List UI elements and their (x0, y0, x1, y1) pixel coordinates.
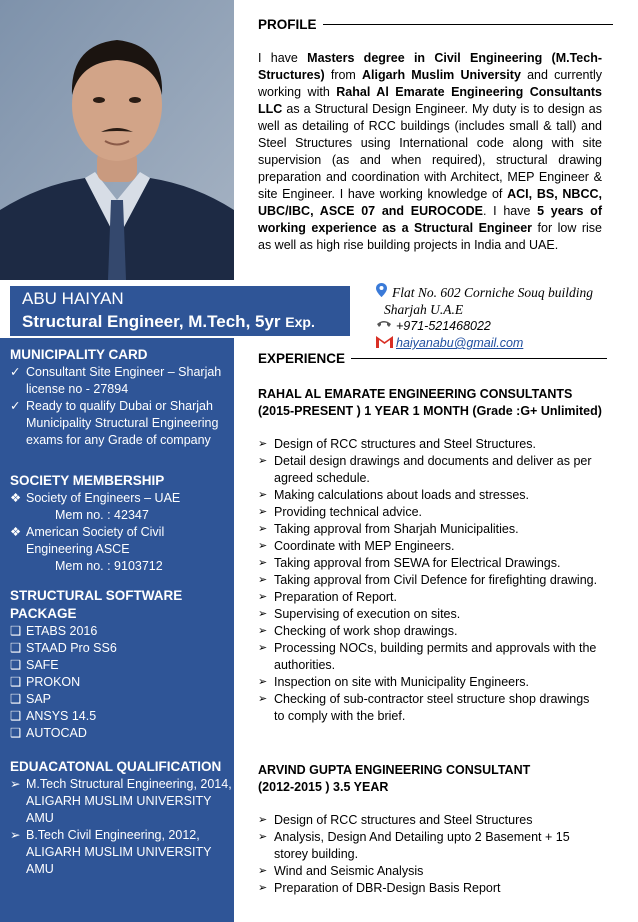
email-row (376, 335, 593, 352)
arrow-bullet-icon: ➢ (258, 642, 268, 654)
checkbox-icon: ❑ (10, 709, 22, 723)
arrow-bullet-icon: ➢ (258, 557, 268, 569)
phone-row (376, 318, 593, 335)
list-item: ➢ Preparation of Report. (258, 590, 397, 604)
experience-heading: EXPERIENCE (258, 351, 607, 366)
list-item: ❑ ANSYS 14.5 (10, 709, 97, 723)
list-item: ➢ Supervising of execution on sites. (258, 607, 461, 621)
list-item: ➢ M.Tech Structural Engineering, 2014, ALIGARH MUSLIM UNIVERSITY AMU (10, 777, 232, 825)
checkbox-icon: ❑ (10, 658, 22, 672)
contact-block (376, 283, 593, 352)
gmail-icon (376, 335, 396, 352)
checkbox-icon: ❑ (10, 675, 22, 689)
checkbox-icon: ❑ (10, 641, 22, 655)
list-item: ➢ Design of RCC structures and Steel Structures. (258, 437, 536, 451)
list-item: ❑ SAP (10, 692, 52, 706)
job-2-company: ARVIND GUPTA ENGINEERING CONSULTANT (258, 763, 531, 777)
location-pin-icon (376, 283, 392, 301)
phone-number: +971-521468022 (396, 319, 491, 333)
arrow-bullet-icon: ➢ (10, 828, 21, 842)
arrow-bullet-icon: ➢ (258, 625, 268, 637)
address-row (376, 283, 593, 301)
list-item: ❑ ETABS 2016 (10, 624, 98, 638)
list-item: ❑ AUTOCAD (10, 726, 87, 740)
person-name: ABU HAIYAN (22, 289, 124, 308)
list-item: ➢ Design of RCC structures and Steel Structures (258, 813, 533, 827)
education-section (10, 758, 232, 878)
arrow-bullet-icon: ➢ (258, 676, 268, 688)
arrow-bullet-icon: ➢ (258, 693, 268, 705)
arrow-bullet-icon: ➢ (258, 608, 268, 620)
checkbox-icon: ❑ (10, 726, 22, 740)
list-item: ✓ Ready to qualify Dubai or Sharjah Municipality Structural Engineering exams for any Grade of company (10, 399, 219, 447)
municipality-heading: MUNICIPALITY CARD (10, 347, 148, 362)
arrow-bullet-icon: ➢ (258, 574, 268, 586)
arrow-bullet-icon: ➢ (258, 865, 268, 877)
list-item: ➢ Preparation of DBR-Design Basis Report (258, 881, 501, 895)
arrow-bullet-icon: ➢ (258, 882, 268, 894)
list-item: ➢ Detail design drawings and documents and deliver as per agreed schedule. (258, 454, 592, 485)
list-item: ➢ Checking of work shop drawings. (258, 624, 458, 638)
arrow-bullet-icon: ➢ (10, 777, 21, 791)
list-item: ✓ Consultant Site Engineer – Sharjah license no - 27894 (10, 365, 222, 396)
arrow-bullet-icon: ➢ (258, 523, 268, 535)
check-icon: ✓ (10, 365, 21, 379)
checkbox-icon: ❑ (10, 624, 22, 638)
list-item: ➢ Providing technical advice. (258, 505, 422, 519)
job-2 (258, 762, 602, 897)
list-item: ➢ Coordinate with MEP Engineers. (258, 539, 455, 553)
arrow-bullet-icon: ➢ (258, 438, 268, 450)
society-heading: SOCIETY MEMBERSHIP (10, 473, 165, 488)
list-item: ➢ Analysis, Design And Detailing upto 2 Basement + 15 storey building. (258, 830, 570, 861)
membership-number: Mem no. : 42347 (55, 508, 149, 522)
list-item: ➢ Taking approval from Civil Defence for firefighting drawing. (258, 573, 598, 587)
arrow-bullet-icon: ➢ (258, 540, 268, 552)
municipality-section (10, 346, 232, 449)
arrow-bullet-icon: ➢ (258, 506, 268, 518)
email-link[interactable]: haiyanabu@gmail.com (396, 336, 524, 350)
list-item: ❑ STAAD Pro SS6 (10, 641, 117, 655)
list-item: ❖ American Society of Civil Engineering ASCE (10, 525, 165, 556)
arrow-bullet-icon: ➢ (258, 591, 268, 603)
job-2-period: (2012-2015 ) 3.5 YEAR (258, 780, 389, 794)
job-1-period: (2015-PRESENT ) 1 YEAR 1 MONTH (Grade :G+ Unlimited) (258, 404, 602, 418)
job-2-duties (258, 812, 602, 897)
membership-number: Mem no. : 9103712 (55, 559, 163, 573)
list-item: ❖ Society of Engineers – UAE (10, 491, 181, 505)
list-item: ➢ Taking approval from SEWA for Electrical Drawings. (258, 556, 561, 570)
arrow-bullet-icon: ➢ (258, 455, 268, 467)
checkbox-icon: ❑ (10, 692, 22, 706)
profile-text: I have Masters degree in Civil Engineering (M.Tech-Structures) from Aligarh Muslim University and currently working with Rahal Al Emarate Engineering Consultants LLC as a Structural Design Engineer. My duty is to design as well as detailing of RCC buildings (includes small & tall) and Steel Structures using International code along with site supervision (as and when required), structural drawing preparation and coordination with Architect, MEP Engineer & site Engineer. I have working knowledge of ACI, BS, NBCC, UBC/IBC, ASCE 07 and EUROCODE. I have 5 years of working experience as a Structural Engineer for low rise as well as high rise building projects in India and UAE. (258, 51, 603, 252)
job-1-company: RAHAL AL EMARATE ENGINEERING CONSULTANTS (258, 387, 573, 401)
phone-icon (376, 318, 396, 335)
list-item: ➢ Inspection on site with Municipality Engineers. (258, 675, 529, 689)
arrow-bullet-icon: ➢ (258, 814, 268, 826)
software-section (10, 587, 232, 742)
list-item: ➢ Making calculations about loads and stresses. (258, 488, 530, 502)
list-item: ❑ PROKON (10, 675, 81, 689)
list-item: ❑ SAFE (10, 658, 59, 672)
address-line2: Sharjah U.A.E (384, 302, 464, 317)
person-title: Structural Engineer, M.Tech, 5yr Exp. (22, 312, 315, 331)
society-section (10, 472, 232, 575)
diamond-bullet-icon: ❖ (10, 525, 22, 539)
profile-heading: PROFILE (258, 17, 613, 32)
job-1 (258, 386, 602, 725)
education-heading: EDUACATONAL QUALIFICATION (10, 759, 222, 774)
list-item: ➢ Taking approval from Sharjah Municipalities. (258, 522, 519, 536)
list-item: ➢ Checking of sub-contractor steel structure shop drawings to comply with the brief. (258, 692, 590, 723)
arrow-bullet-icon: ➢ (258, 489, 268, 501)
list-item: ➢ Wind and Seismic Analysis (258, 864, 424, 878)
list-item: ➢ B.Tech Civil Engineering, 2012, ALIGARH MUSLIM UNIVERSITY AMU (10, 828, 212, 876)
profile-photo (0, 0, 234, 280)
software-heading: STRUCTURAL SOFTWARE PACKAGE (10, 588, 183, 621)
diamond-bullet-icon: ❖ (10, 491, 22, 505)
arrow-bullet-icon: ➢ (258, 831, 268, 843)
list-item: ➢ Processing NOCs, building permits and approvals with the authorities. (258, 641, 597, 672)
check-icon: ✓ (10, 399, 21, 413)
address-line1: Flat No. 602 Corniche Souq building (392, 284, 593, 300)
job-1-duties (258, 436, 602, 725)
